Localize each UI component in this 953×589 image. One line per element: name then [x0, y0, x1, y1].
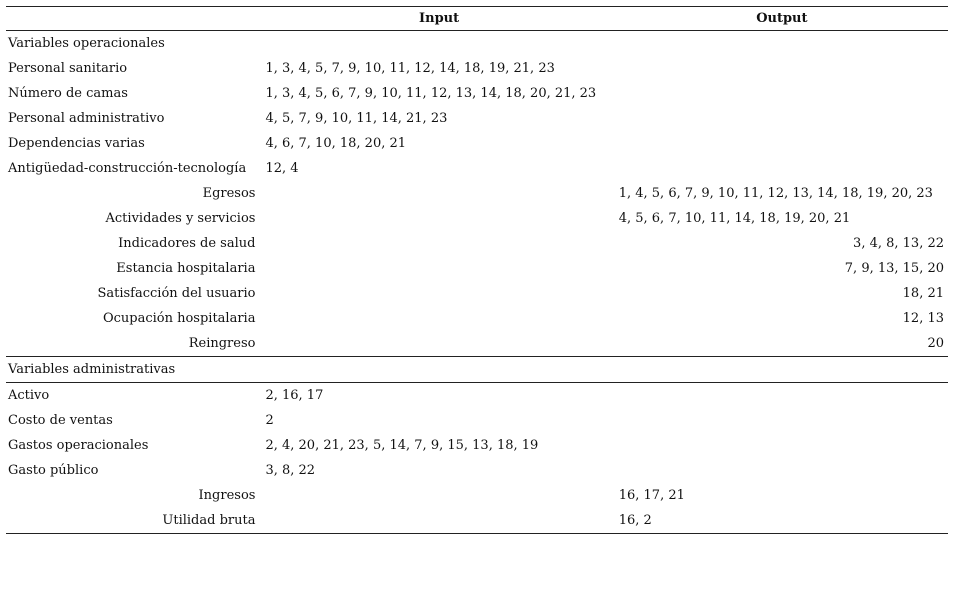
row-output: 7, 9, 13, 15, 20: [844, 261, 945, 276]
table-row: [6, 331, 948, 356]
top-rule: [6, 6, 948, 7]
row-input: 1, 3, 4, 5, 6, 7, 9, 10, 11, 12, 13, 14, 18, 20, 21, 23: [265, 86, 597, 101]
header-col-output: Output: [756, 11, 808, 26]
table-row: [6, 483, 948, 508]
table-row: [6, 383, 948, 408]
table-row: [6, 458, 948, 483]
table-row: [6, 281, 948, 306]
section-title: Variables operacionales: [8, 36, 165, 51]
row-label: Activo: [8, 388, 50, 403]
table-row: [6, 131, 948, 156]
row-label: Gastos operacionales: [8, 438, 149, 453]
row-output: 12, 13: [902, 311, 945, 326]
row-label: Personal administrativo: [8, 111, 165, 126]
row-label: Estancia hospitalaria: [116, 261, 256, 276]
table-row: [6, 206, 948, 231]
section-title-row: [6, 357, 948, 382]
table-row: [6, 231, 948, 256]
row-label: Indicadores de salud: [118, 236, 256, 251]
section-title-row: [6, 31, 948, 56]
section-title: Variables administrativas: [8, 362, 176, 377]
row-input: 3, 8, 22: [265, 463, 316, 478]
row-output: 3, 4, 8, 13, 22: [853, 236, 945, 251]
table-row: [6, 181, 948, 206]
table-row: [6, 156, 948, 181]
table-row: [6, 306, 948, 331]
row-label: Ingresos: [198, 488, 256, 503]
row-output: 16, 2: [618, 513, 652, 528]
variables-table: [6, 6, 948, 534]
section-rule: [6, 382, 948, 383]
row-label: Personal sanitario: [8, 61, 128, 76]
row-output: 4, 5, 6, 7, 10, 11, 14, 18, 19, 20, 21: [618, 211, 851, 226]
row-output: 16, 17, 21: [618, 488, 685, 503]
row-input: 2: [265, 413, 274, 428]
row-label: Utilidad bruta: [162, 513, 256, 528]
header-rule: [6, 30, 948, 31]
row-input: 2, 4, 20, 21, 23, 5, 14, 7, 9, 15, 13, 18, 19: [265, 438, 539, 453]
row-input: 1, 3, 4, 5, 7, 9, 10, 11, 12, 14, 18, 19, 21, 23: [265, 61, 555, 76]
row-label: Antigüedad-construcción-tecnología: [8, 161, 247, 176]
row-output: 1, 4, 5, 6, 7, 9, 10, 11, 12, 13, 14, 18, 19, 20, 23: [618, 186, 933, 201]
row-label: Actividades y servicios: [105, 211, 256, 226]
row-label: Satisfacción del usuario: [97, 286, 256, 301]
table-row: [6, 408, 948, 433]
row-input: 4, 5, 7, 9, 10, 11, 14, 21, 23: [265, 111, 448, 126]
table-row: [6, 56, 948, 81]
row-label: Costo de ventas: [8, 413, 113, 428]
section-operacionales: [6, 56, 948, 356]
row-output: 20: [927, 336, 945, 351]
row-label: Egresos: [202, 186, 256, 201]
bottom-rule: [6, 533, 948, 534]
row-output: 18, 21: [902, 286, 945, 301]
table-row: [6, 508, 948, 533]
section-rule: [6, 356, 948, 357]
row-label: Dependencias varias: [8, 136, 145, 151]
row-label: Reingreso: [188, 336, 256, 351]
table-row: [6, 256, 948, 281]
table-row: [6, 433, 948, 458]
row-label: Número de camas: [8, 86, 128, 101]
section-administrativas: [6, 383, 948, 533]
header-col-input: Input: [419, 11, 460, 26]
table-row: [6, 106, 948, 131]
table-row: [6, 81, 948, 106]
row-input: 4, 6, 7, 10, 18, 20, 21: [265, 136, 407, 151]
row-label: Gasto público: [8, 463, 99, 478]
row-input: 12, 4: [265, 161, 299, 176]
header-row: [6, 7, 948, 30]
row-label: Ocupación hospitalaria: [102, 311, 256, 326]
row-input: 2, 16, 17: [265, 388, 324, 403]
